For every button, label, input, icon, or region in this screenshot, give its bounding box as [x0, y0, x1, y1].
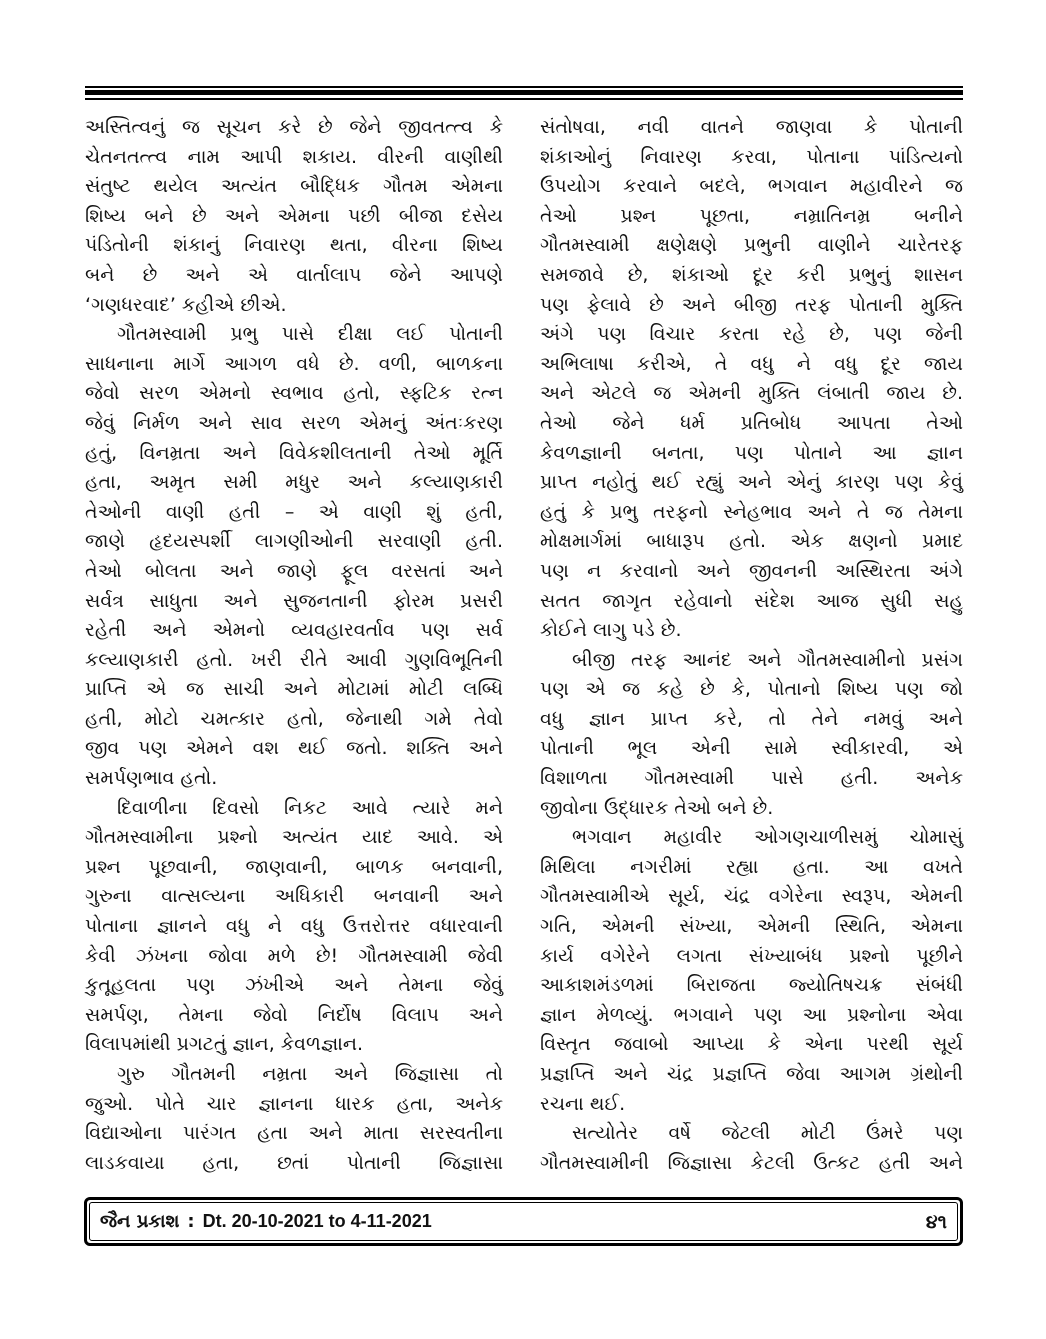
- footer-publication-name: જૈન પ્રકાશ: [100, 1211, 180, 1232]
- text-line: ઉપયોગ કરવાને બદલે, ભગવાન મહાવીરને જ: [540, 175, 963, 198]
- text-line: સમર્પણભાવ હતો.: [85, 767, 218, 790]
- text-line: ગૌતમસ્વામી ક્ષણેક્ષણે પ્રભુની વાણીને ચારેતરફ: [540, 234, 963, 257]
- text-line: પ્રશ્ન પૂછવાની, જાણવાની, બાળક બનવાની,: [85, 855, 503, 878]
- text-line: સત્યોતેર વર્ષે જેટલી મોટી ઉંમરે પણ: [572, 1122, 963, 1145]
- text-line: વધુ જ્ઞાન પ્રાપ્ત કરે, તો તેને નમવું અને: [540, 707, 963, 730]
- text-line: જાણે હૃદયસ્પર્શી લાગણીઓની સરવાણી હતી.: [85, 530, 503, 553]
- text-line: ગુરુ ગૌતમની નમ્રતા અને જિજ્ઞાસા તો: [117, 1063, 503, 1085]
- footer-issue-info: [100, 1211, 432, 1232]
- text-line: મોક્ષમાર્ગમાં બાધારૂપ હતો. એક ક્ષણનો પ્રમાદ: [540, 530, 963, 553]
- paragraph: [85, 794, 503, 1060]
- text-line: અને એટલે જ એમની મુક્તિ લંબાતી જાય છે.: [540, 382, 963, 405]
- text-line: પ્રાપ્તિ એ જ સાચી અને મોટામાં મોટી લબ્ધિ: [85, 678, 503, 701]
- text-line: સંતુષ્ટ થયેલ અત્યંત બૌદ્ધિક ગૌતમ એમના: [85, 175, 503, 198]
- text-line: પોતાના જ્ઞાનને વધુ ને વધુ ઉત્તરોત્તર વધારવાની: [85, 915, 503, 938]
- header-rule-thin-top: [85, 86, 963, 88]
- page-number: ૪૧: [925, 1210, 947, 1233]
- text-line: ગૌતમસ્વામી પ્રભુ પાસે દીક્ષા લઈ પોતાની: [117, 323, 503, 346]
- text-line: હતા, અમૃત સમી મધુર અને કલ્યાણકારી: [85, 471, 503, 494]
- text-line: ગૌતમસ્વામીની જિજ્ઞાસા કેટલી ઉત્કટ હતી અને: [540, 1151, 963, 1174]
- footer-frame: [89, 1202, 958, 1241]
- text-line: સમજાવે છે, શંકાઓ દૂર કરી પ્રભુનું શાસન: [540, 263, 963, 286]
- text-line: હતું, વિનમ્રતા અને વિવેકશીલતાની તેઓ મૂર્તિ: [85, 441, 503, 464]
- text-line: બને છે અને એ વાર્તાલાપ જેને આપણે: [85, 263, 503, 286]
- text-line: ગૌતમસ્વામીના પ્રશ્નો અત્યંત યાદ આવે. એ: [85, 826, 503, 849]
- paragraph: [540, 646, 963, 824]
- text-line: ગતિ, એમની સંખ્યા, એમની સ્થિતિ, એમના: [540, 915, 963, 938]
- text-line: અંગે પણ વિચાર કરતા રહે છે, પણ જેની: [540, 323, 963, 346]
- text-line: જેવો સરળ એમનો સ્વભાવ હતો, સ્ફટિક રત્ન: [85, 382, 503, 405]
- text-line: ગુરુના વાત્સલ્યના અધિકારી બનવાની અને: [85, 885, 503, 908]
- text-line: સાધનાના માર્ગે આગળ વધે છે. વળી, બાળકના: [85, 352, 503, 375]
- text-line: વિલાપમાંથી પ્રગટતું જ્ઞાન, કેવળજ્ઞાન.: [85, 1033, 364, 1056]
- text-line: પ્રજ્ઞપ્તિ અને ચંદ્ર પ્રજ્ઞપ્તિ જેવા આગમ ગ્રંથોની: [540, 1063, 963, 1085]
- text-line: જેવું નિર્મળ અને સાવ સરળ એમનું અંતઃકરણ: [85, 411, 503, 434]
- text-line: પોતાની ભૂલ એની સામે સ્વીકારવી, એ: [540, 737, 963, 760]
- text-line: ચેતનતત્ત્વ નામ આપી શકાય. વીરની વાણીથી: [85, 145, 503, 168]
- paragraph: [85, 113, 503, 320]
- paragraph: [85, 320, 503, 794]
- text-line: વિસ્તૃત જવાબો આપ્યા કે એના પરથી સૂર્ય: [540, 1033, 963, 1056]
- text-line: વિશાળતા ગૌતમસ્વામી પાસે હતી. અનેક: [540, 767, 963, 790]
- text-line: વિદ્યાઓના પારંગત હતા અને માતા સરસ્વતીના: [85, 1122, 503, 1145]
- text-line: શિષ્ય બને છે અને એમના પછી બીજા દસેય: [85, 204, 503, 227]
- text-line: પણ એ જ કહે છે કે, પોતાનો શિષ્ય પણ જો: [540, 678, 963, 701]
- text-line: લાડકવાયા હતા, છતાં પોતાની જિજ્ઞાસા: [85, 1151, 503, 1174]
- text-line: અભિલાષા કરીએ, તે વધુ ને વધુ દૂર જાય: [540, 352, 963, 375]
- text-line: શંકાઓનું નિવારણ કરવા, પોતાના પાંડિત્યનો: [540, 145, 963, 168]
- text-line: કાર્ય વગેરેને લગતા સંખ્યાબંધ પ્રશ્નો પૂછીને: [540, 944, 963, 967]
- text-line: પણ ન કરવાનો અને જીવનની અસ્થિરતા અંગે: [540, 559, 963, 582]
- text-line: કેવળજ્ઞાની બનતા, પણ પોતાને આ જ્ઞાન: [540, 441, 963, 464]
- paragraph: [540, 1119, 963, 1178]
- text-line: આકાશમંડળમાં બિરાજતા જ્યોતિષચક્ર સંબંધી: [540, 974, 963, 997]
- text-line: સંતોષવા, નવી વાતને જાણવા કે પોતાની: [540, 116, 963, 138]
- text-line: કલ્યાણકારી હતો. ખરી રીતે આવી ગુણવિભૂતિની: [85, 648, 503, 671]
- footer-separator: :: [187, 1211, 195, 1232]
- text-line: બીજી તરફ આનંદ અને ગૌતમસ્વામીનો પ્રસંગ: [572, 648, 963, 671]
- header-rule-thick: [85, 90, 963, 95]
- text-line: કોઈને લાગુ પડે છે.: [540, 619, 682, 642]
- text-line: તેઓ બોલતા અને જાણે ફૂલ વરસતાં અને: [85, 559, 503, 582]
- text-line: ‘ગણધરવાદ’ કહીએ છીએ.: [85, 293, 287, 316]
- paragraph: [85, 1060, 503, 1178]
- right-column: [540, 113, 963, 1178]
- text-line: હતું કે પ્રભુ તરફનો સ્નેહભાવ અને તે જ તેમના: [540, 500, 963, 523]
- text-line: દિવાળીના દિવસો નિકટ આવે ત્યારે મને: [117, 796, 503, 819]
- text-line: જુઓ. પોતે ચાર જ્ઞાનના ધારક હતા, અનેક: [85, 1092, 503, 1115]
- footer: [84, 1197, 963, 1246]
- text-line: જીવોના ઉદ્ધારક તેઓ બને છે.: [540, 796, 774, 819]
- text-line: પણ ફેલાવે છે અને બીજી તરફ પોતાની મુક્તિ: [540, 293, 963, 316]
- text-line: મિથિલા નગરીમાં રહ્યા હતા. આ વખતે: [540, 855, 963, 878]
- text-line: હતી, મોટો ચમત્કાર હતો, જેનાથી ગમે તેવો: [85, 707, 503, 730]
- paragraph: [540, 823, 963, 1119]
- text-line: જ્ઞાન મેળવ્યું. ભગવાને પણ આ પ્રશ્નોના એવા: [540, 1003, 963, 1026]
- footer-issue-date: Dt. 20-10-2021 to 4-11-2021: [202, 1211, 432, 1231]
- left-column: [85, 113, 503, 1178]
- text-line: પ્રાપ્ત નહોતું થઈ રહ્યું અને એનું કારણ પણ કેવું: [540, 471, 963, 494]
- header-rule-thin-bottom: [85, 98, 963, 100]
- text-line: ગૌતમસ્વામીએ સૂર્ય, ચંદ્ર વગેરેના સ્વરૂપ, એમની: [540, 885, 963, 908]
- text-line: તેઓ પ્રશ્ન પૂછતા, નમ્રાતિનમ્ર બનીને: [540, 204, 963, 227]
- text-line: સર્વત્ર સાધુતા અને સુજનતાની ફોરમ પ્રસરી: [85, 589, 503, 612]
- text-line: ભગવાન મહાવીર ઓગણચાળીસમું ચોમાસું: [572, 826, 963, 849]
- text-line: પંડિતોની શંકાનું નિવારણ થતા, વીરના શિષ્ય: [85, 234, 503, 257]
- text-line: જીવ પણ એમને વશ થઈ જતો. શક્તિ અને: [85, 737, 503, 760]
- text-line: તેઓની વાણી હતી – એ વાણી શું હતી,: [85, 500, 503, 523]
- text-line: કુતૂહલતા પણ ઝંખીએ અને તેમના જેવું: [85, 974, 503, 997]
- text-line: રચના થઈ.: [540, 1092, 626, 1115]
- text-line: અસ્તિત્વનું જ સૂચન કરે છે જેને જીવતત્ત્વ કે: [85, 116, 503, 138]
- paragraph: [540, 113, 963, 646]
- text-line: સતત જાગૃત રહેવાનો સંદેશ આજ સુધી સહુ: [540, 589, 963, 612]
- text-line: સમર્પણ, તેમના જેવો નિર્દોષ વિલાપ અને: [85, 1003, 503, 1026]
- text-line: તેઓ જેને ધર્મ પ્રતિબોધ આપતા તેઓ: [540, 411, 963, 434]
- text-line: રહેતી અને એમનો વ્યવહારવર્તાવ પણ સર્વ: [85, 619, 503, 642]
- text-line: કેવી ઝંખના જોવા મળે છે! ગૌતમસ્વામી જેવી: [85, 944, 503, 967]
